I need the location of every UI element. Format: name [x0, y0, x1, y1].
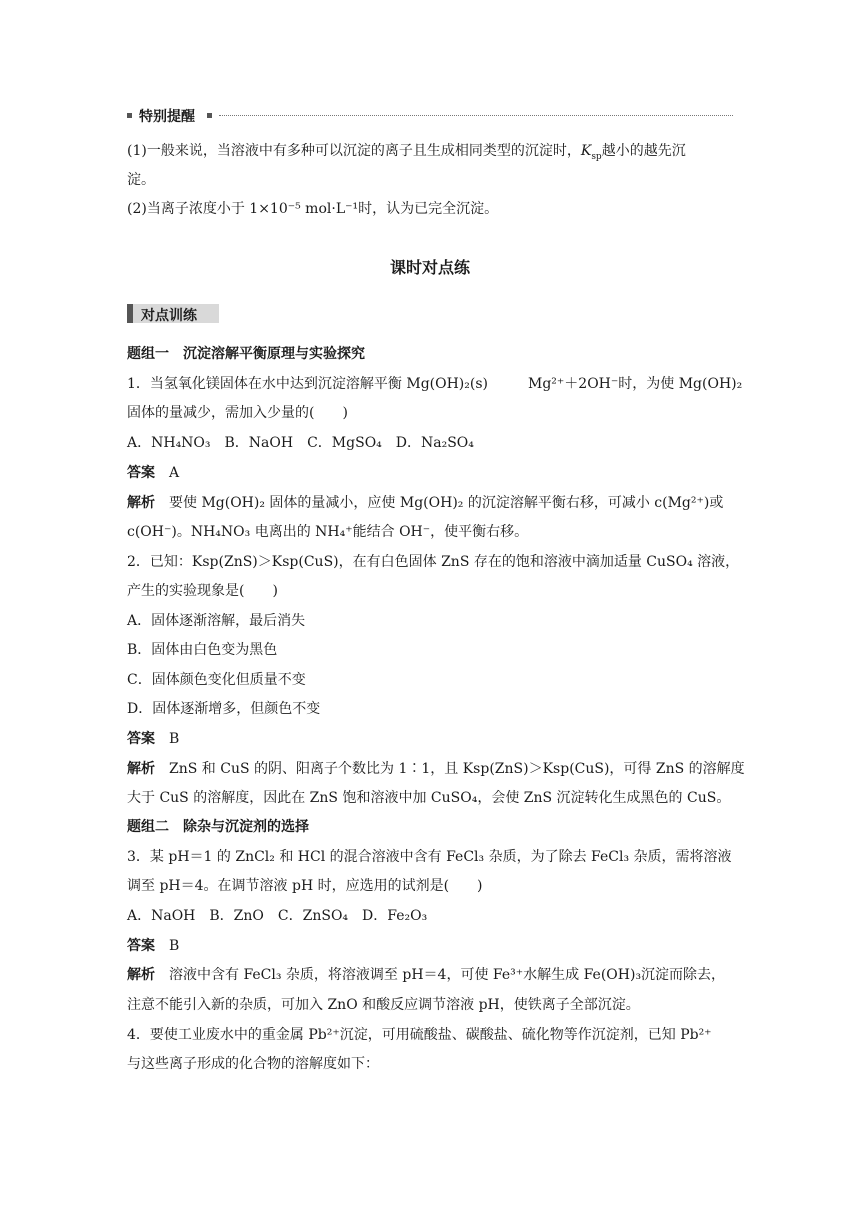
group-2-title: 题组二 除杂与沉淀剂的选择	[127, 819, 309, 835]
tip-line-2: (2)当离子浓度小于 1×10⁻⁵ mol·L⁻¹时，认为已完全沉淀。	[127, 201, 499, 217]
q4-stem-line-1: 4．要使工业废水中的重金属 Pb²⁺沉淀，可用硫酸盐、碳酸盐、硫化物等作沉淀剂，已知 Pb²⁺	[127, 1027, 712, 1043]
q4-stem-line-2: 与这些离子形成的化合物的溶解度如下：	[127, 1056, 379, 1072]
q2-analysis-2: 大于 CuS 的溶解度，因此在 ZnS 饱和溶液中加 CuSO₄，会使 ZnS 沉淀转化生成黑色的 CuS。	[127, 790, 731, 806]
q1-analysis-2: c(OH⁻)。NH₄NO₃ 电离出的 NH₄⁺能结合 OH⁻，使平衡右移。	[127, 524, 529, 540]
q2-answer: 答案 B	[127, 731, 180, 747]
tip-header	[127, 106, 733, 126]
q2-option-c: C．固体颜色变化但质量不变	[127, 672, 306, 688]
q3-options: A．NaOH B．ZnO C．ZnSO₄ D．Fe₂O₃	[127, 908, 428, 924]
section-title: 课时对点练	[389, 258, 470, 277]
q3-analysis-1: 解析 溶液中含有 FeCl₃ 杂质，将溶液调至 pH＝4，可使 Fe³⁺水解生成 Fe(OH)₃沉淀而除去，	[127, 967, 726, 983]
group-1-title: 题组一 沉淀溶解平衡原理与实验探究	[127, 346, 365, 362]
q3-stem-line-2: 调至 pH＝4。在调节溶液 pH 时，应选用的试剂是( )	[127, 878, 483, 894]
tip-line-1: (1)一般来说，当溶液中有多种可以沉淀的离子且生成相同类型的沉淀时，$K_{sp}$越小的越先沉	[127, 143, 686, 162]
q2-stem-line-1: 2．已知：Ksp(ZnS)＞Ksp(CuS)，在有白色固体 ZnS 存在的饱和溶液中滴加适量 CuSO₄ 溶液，	[127, 554, 740, 570]
q3-analysis-2: 注意不能引入新的杂质，可加入 ZnO 和酸反应调节溶液 pH，使铁离子全部沉淀。	[127, 997, 640, 1013]
square-bullet-icon	[127, 113, 132, 118]
q1-analysis-1: 解析 要使 Mg(OH)₂ 固体的量减小，应使 Mg(OH)₂ 的沉淀溶解平衡右移，可减小 c(Mg²⁺)或	[127, 495, 724, 511]
q2-option-b: B．固体由白色变为黑色	[127, 642, 278, 658]
tip-divider	[219, 115, 733, 116]
q2-option-a: A．固体逐渐溶解，最后消失	[127, 613, 306, 629]
q1-answer: 答案 A	[127, 465, 180, 481]
square-bullet-icon	[207, 113, 212, 118]
practice-banner	[127, 304, 219, 323]
q1-stem-line-2: 固体的量减少，需加入少量的( )	[127, 405, 348, 421]
q2-analysis-1: 解析 ZnS 和 CuS 的阴、阳离子个数比为 1∶1，且 Ksp(ZnS)＞Ksp(CuS)，可得 ZnS 的溶解度	[127, 761, 745, 777]
tip-title: 特别提醒	[139, 109, 195, 125]
banner-text: 对点训练	[141, 308, 197, 324]
q3-answer: 答案 B	[127, 938, 180, 954]
q2-option-d: D．固体逐渐增多，但颜色不变	[127, 701, 321, 717]
tip-line-1-cont: 淀。	[127, 172, 155, 188]
banner-edge	[127, 304, 133, 323]
q1-options: A．NH₄NO₃ B．NaOH C．MgSO₄ D．Na₂SO₄	[127, 435, 474, 451]
q1-stem-line-1: 1．当氢氧化镁固体在水中达到沉淀溶解平衡 Mg(OH)₂(s) Mg²⁺＋2OH⁻时，为使 Mg(OH)₂	[127, 376, 743, 392]
q2-stem-line-2: 产生的实验现象是( )	[127, 583, 278, 599]
q3-stem-line-1: 3．某 pH＝1 的 ZnCl₂ 和 HCl 的混合溶液中含有 FeCl₃ 杂质，为了除去 FeCl₃ 杂质，需将溶液	[127, 849, 732, 865]
